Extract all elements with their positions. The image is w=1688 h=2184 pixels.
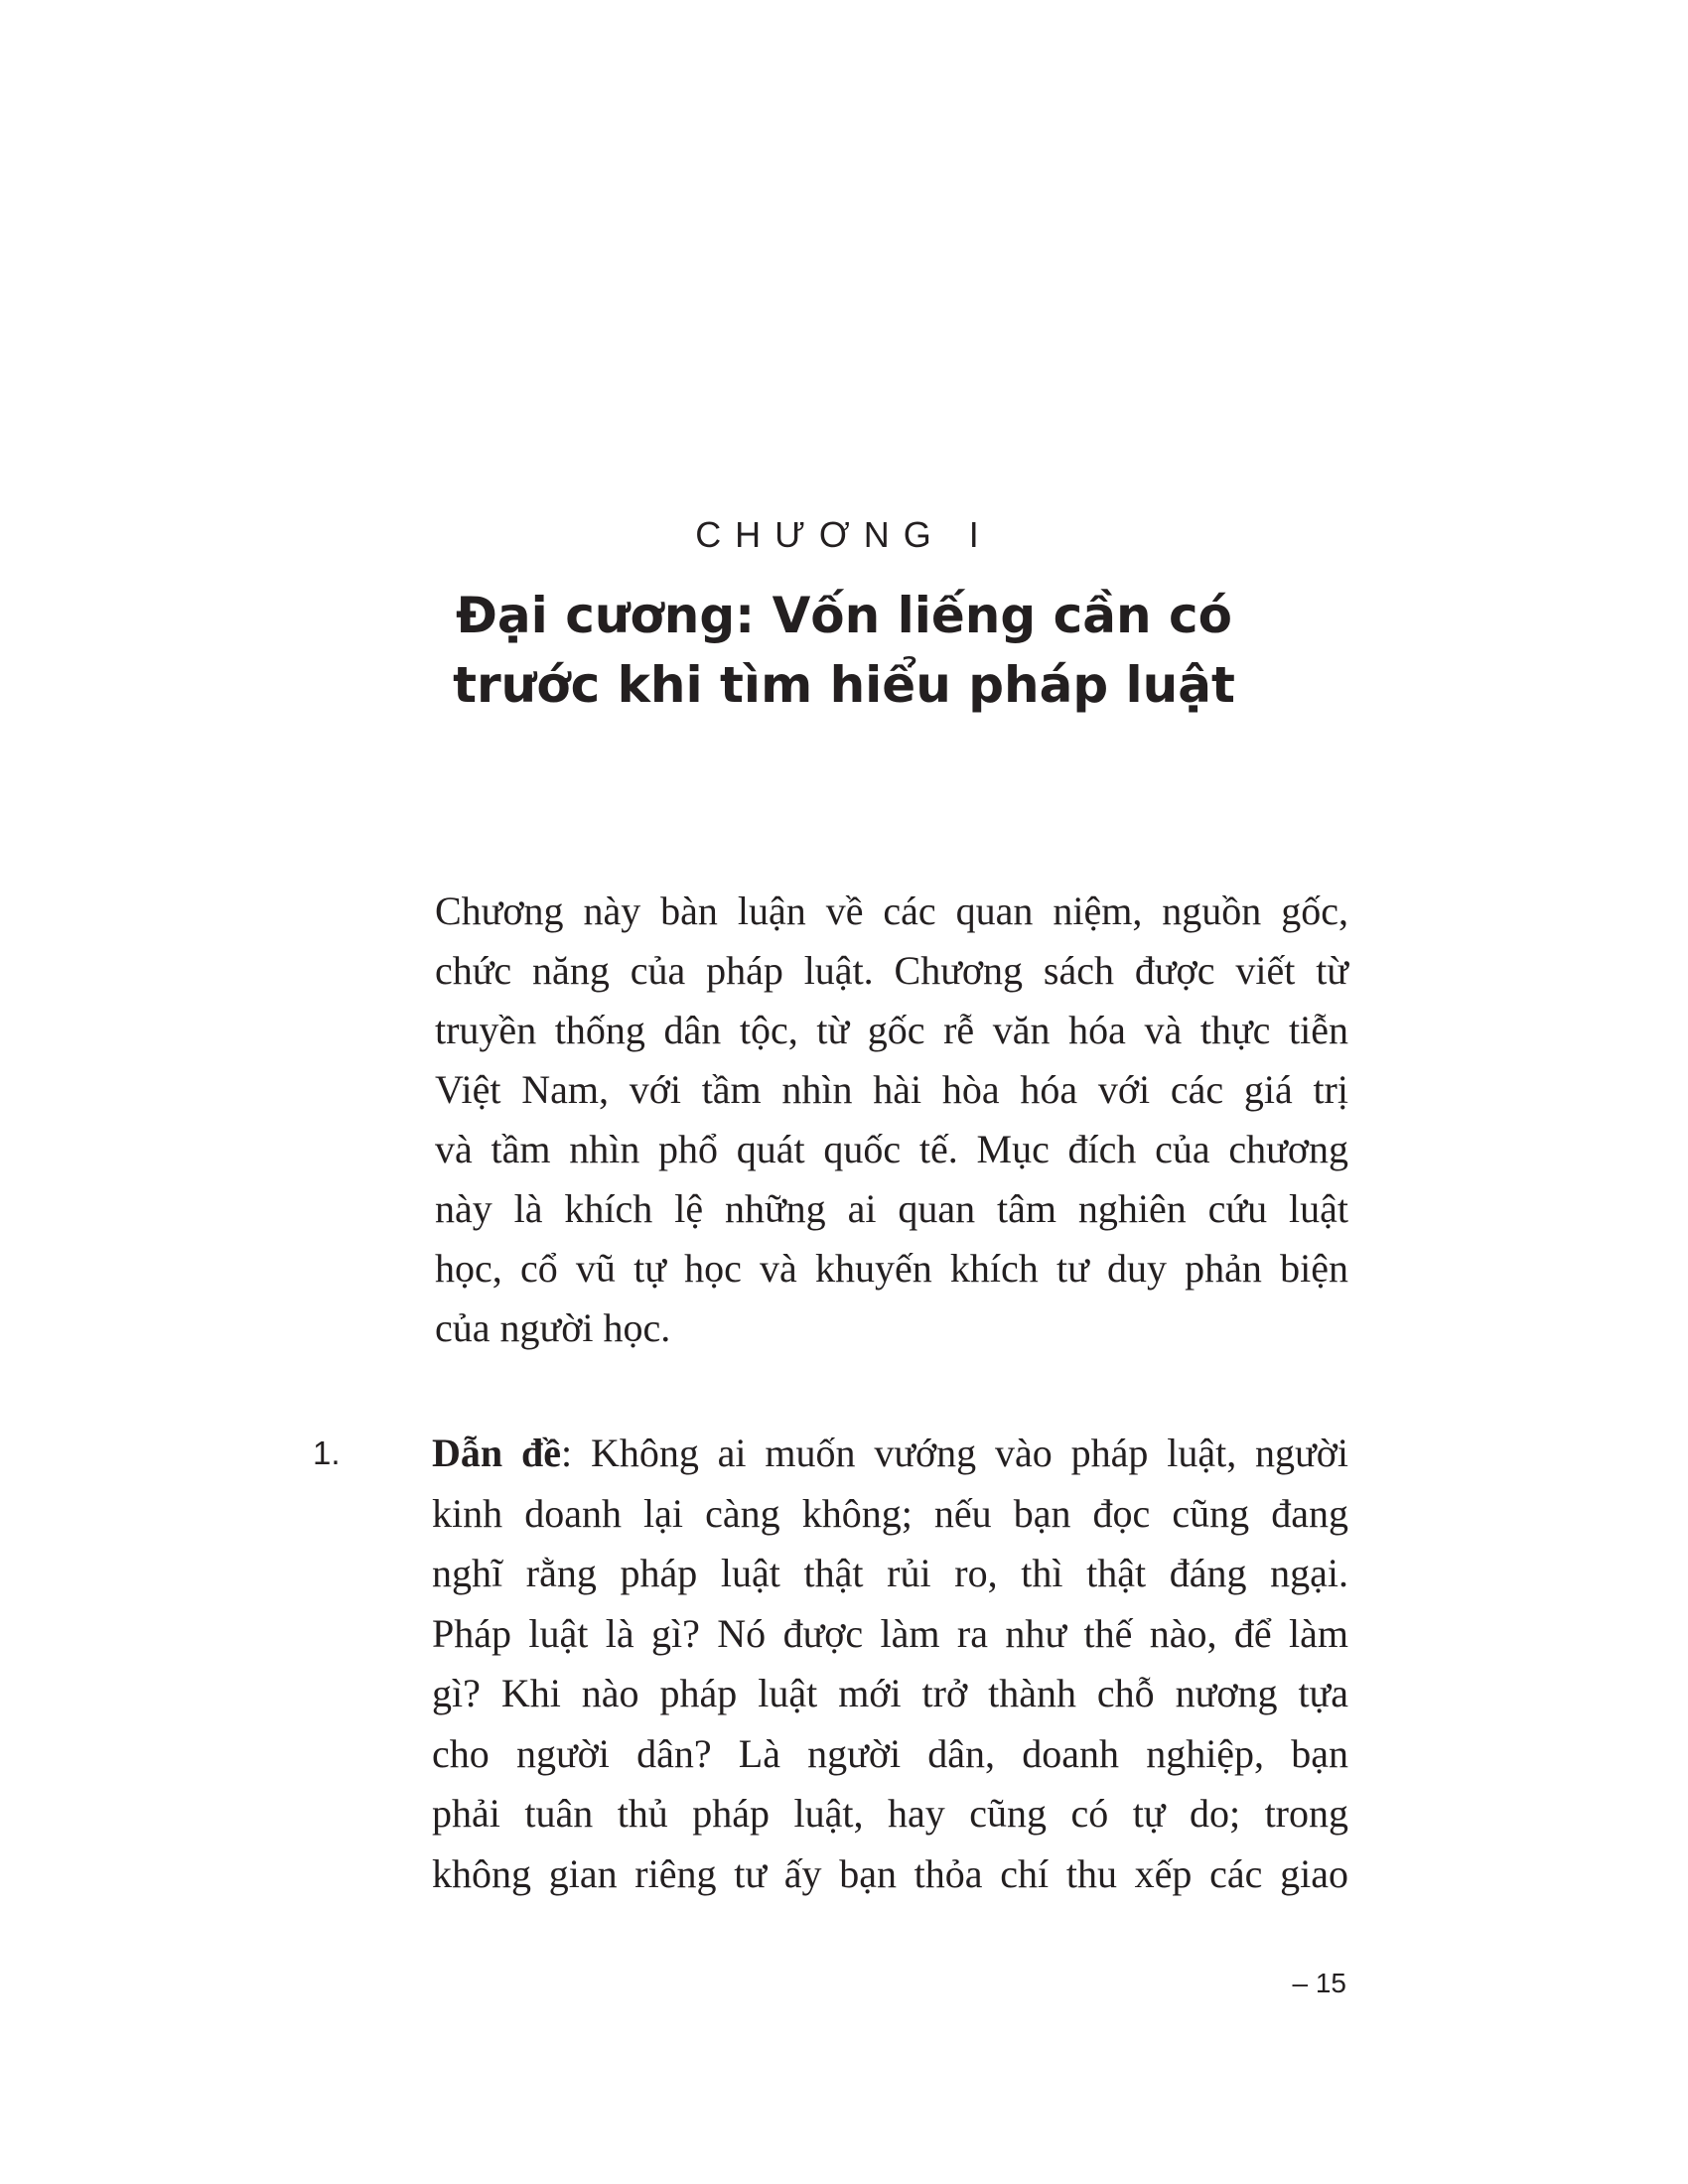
- text-line: kinh doanh lại càng không; nếu bạn đọc cũng đang: [432, 1490, 1348, 1536]
- text-line: gì? Khi nào pháp luật mới trở thành chỗ nương tựa: [432, 1671, 1348, 1715]
- chapter-label: CHƯƠNG I: [695, 514, 993, 555]
- chapter-title-line: Đại cương: Vốn liếng cần có: [456, 587, 1232, 644]
- page-number: – 15: [1292, 1968, 1346, 1998]
- text-line: nghĩ rằng pháp luật thật rủi ro, thì thật đáng ngại.: [432, 1551, 1348, 1595]
- numbered-item-paragraph: [432, 1424, 1348, 1904]
- text-line: không gian riêng tư ấy bạn thỏa chí thu xếp các giao: [432, 1850, 1348, 1896]
- text-line: Chương này bàn luận về các quan niệm, nguồn gốc,: [435, 888, 1348, 933]
- text-line: [432, 1424, 1348, 1484]
- item-lead: Dẫn đề: [432, 1431, 561, 1475]
- item-number: 1.: [313, 1434, 341, 1471]
- item-first-line-text: : Không ai muốn vướng vào pháp luật, người: [560, 1431, 1348, 1475]
- text-line: chức năng của pháp luật. Chương sách được viết từ: [435, 948, 1348, 993]
- intro-paragraph: [435, 882, 1348, 1358]
- text-line: Pháp luật là gì? Nó được làm ra như thế nào, để làm: [432, 1610, 1348, 1656]
- text-line: và tầm nhìn phổ quát quốc tế. Mục đích của chương: [435, 1127, 1348, 1171]
- text-line: phải tuân thủ pháp luật, hay cũng có tự do; trong: [432, 1791, 1348, 1836]
- chapter-title: [377, 581, 1311, 720]
- text-line: học, cổ vũ tự học và khuyến khích tư duy phản biện: [435, 1246, 1348, 1291]
- text-line: truyền thống dân tộc, từ gốc rễ văn hóa và thực tiễn: [435, 1008, 1348, 1052]
- text-line: của người học.: [435, 1305, 671, 1350]
- text-line: cho người dân? Là người dân, doanh nghiệp, bạn: [432, 1730, 1348, 1776]
- chapter-title-line: trước khi tìm hiểu pháp luật: [453, 656, 1235, 714]
- text-line: Việt Nam, với tầm nhìn hài hòa hóa với các giá trị: [435, 1067, 1348, 1112]
- text-line: này là khích lệ những ai quan tâm nghiên cứu luật: [435, 1186, 1348, 1231]
